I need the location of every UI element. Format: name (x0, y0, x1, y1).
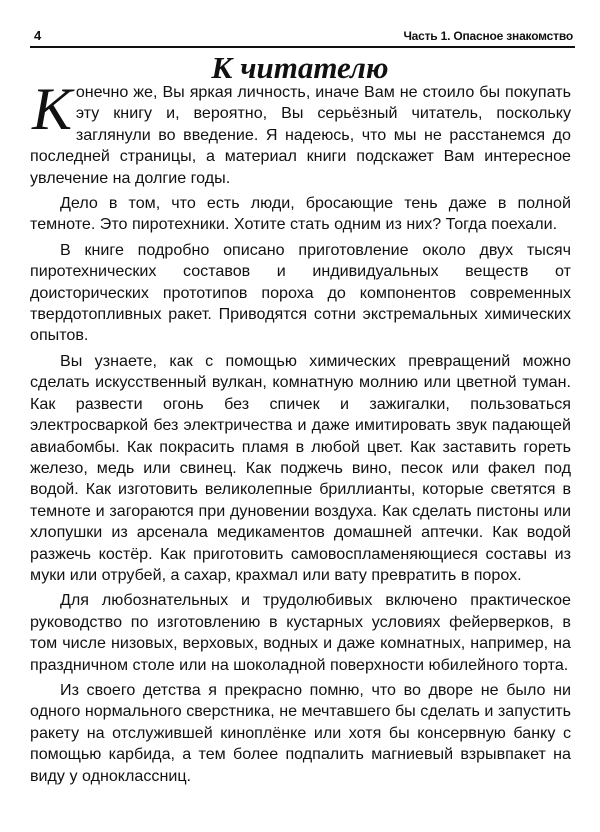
page-number: 4 (34, 28, 42, 43)
paragraph: Для любознательных и трудолюбивых включено практическое руководство по изготовлению в кустарных условиях фейерверков, в том числе низовых, верховых, водных и даже комнатных, например, на праздничном столе или на шоколадной поверхности юбилейного торта. (30, 591, 571, 674)
running-title: Часть 1. Опасное знакомство (403, 29, 573, 43)
running-header (30, 28, 575, 48)
paragraph: Дело в том, что есть люди, бросающие тень даже в полной темноте. Это пиротехники. Хотите стать одним из них? Тогда поехали. (30, 194, 571, 234)
paragraph (30, 76, 571, 189)
body-text (30, 76, 571, 791)
paragraph: Из своего детства я прекрасно помню, что во дворе не было ни одного нормального сверстника, не мечтавшего бы сделать и запустить ракету на отслужившей киноплёнке или хотя бы консервную банку с помощью карбида, а тем более подпалить магниевый взрывпакет на виду у одноклассниц. (30, 680, 571, 785)
chapter-title: К читателю (211, 50, 389, 85)
paragraph: В книге подробно описано приготовление около двух тысяч пиротехнических составов и индивидуальных веществ от доисторических прототипов пороха до компонентов современных твердотопливных ракет. Приводятся сотни экстремальных химических опытов. (30, 240, 571, 345)
paragraph: Вы узнаете, как с помощью химических превращений можно сделать искусственный вулкан, комнатную молнию или цветной туман. Как развести огонь без спичек и зажигалки, пользоваться электросваркой без электричества и даже имитировать звук падающей авиабомбы. Как покрасить пламя в любой цвет. Как заставить гореть железо, медь или свинец. Как поджечь вино, песок или факел под водой. Как изготовить великолепные бриллианты, которые светятся в темноте и загораются при дуновении воздуха. Как сделать пистоны или хлопушки из арсенала медикаментов домашней аптечки. Как водой разжечь костёр. Как приготовить самовоспламеняющиеся составы из муки или отрубей, а сахар, крахмал или вату превратить в порох. (30, 351, 571, 584)
drop-cap: К (32, 76, 72, 142)
paragraph-text: онечно же, Вы яркая личность, иначе Вам не стоило бы покупать эту книгу и, вероятно, Вы серьёзный читатель, поскольку заглянули во введение. Я надеюсь, что мы не расстанемся до последней страницы, а материал книги подскажет Вам интересное увлечение на долгие годы. (30, 83, 571, 187)
